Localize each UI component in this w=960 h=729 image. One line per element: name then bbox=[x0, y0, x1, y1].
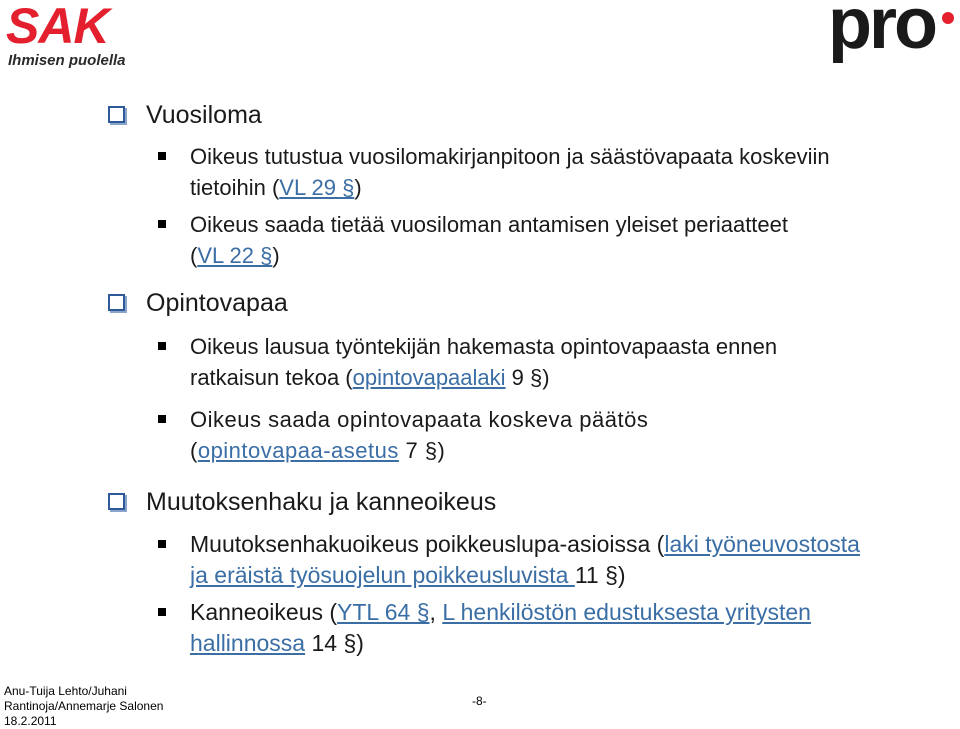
checkbox-bullet-icon bbox=[108, 106, 125, 123]
item-text: Muutoksenhakuoikeus poikkeuslupa-asioissa ( bbox=[190, 531, 665, 557]
law-link-tyoneuvosto-cont[interactable]: ja eräistä työsuojelun poikkeusluvista bbox=[190, 562, 575, 588]
item-text-line: Oikeus saada opintovapaata koskeva päätös bbox=[190, 407, 649, 432]
item-text: ratkaisun tekoa ( bbox=[190, 365, 353, 390]
pro-logo-dot bbox=[942, 12, 954, 24]
square-bullet-icon bbox=[158, 152, 166, 160]
law-link-tyoneuvosto[interactable]: laki työneuvostosta bbox=[664, 531, 860, 557]
sak-logo-tagline: Ihmisen puolella bbox=[8, 52, 126, 69]
item-text: ( bbox=[190, 243, 198, 268]
checkbox-bullet-icon bbox=[108, 493, 125, 510]
item-text: ) bbox=[272, 243, 280, 268]
law-link-ytl64[interactable]: YTL 64 § bbox=[337, 599, 430, 625]
square-bullet-icon bbox=[158, 342, 166, 350]
section-title: Vuosiloma bbox=[146, 101, 262, 129]
footer-authors bbox=[4, 684, 163, 729]
item-text: 9 §) bbox=[505, 365, 550, 390]
footer-date: 18.2.2011 bbox=[4, 714, 57, 728]
item-text: ) bbox=[354, 175, 362, 200]
law-link-henkiloston-edustus-cont[interactable]: hallinnossa bbox=[190, 630, 306, 656]
square-bullet-icon bbox=[158, 540, 166, 548]
law-link-vl29[interactable]: VL 29 § bbox=[279, 175, 355, 200]
pro-logo-wordmark: pro bbox=[828, 0, 935, 64]
item-text: tietoihin ( bbox=[190, 175, 280, 200]
square-bullet-icon bbox=[158, 608, 166, 616]
sak-logo-wordmark: SAK bbox=[6, 0, 109, 54]
footer-line: Anu-Tuija Lehto/Juhani bbox=[4, 684, 127, 698]
square-bullet-icon bbox=[158, 415, 166, 423]
item-text: Kanneoikeus ( bbox=[190, 599, 338, 625]
item-text-line: Oikeus saada tietää vuosiloman antamisen yleiset periaatteet bbox=[190, 212, 789, 237]
item-text: 11 §) bbox=[574, 562, 626, 588]
item-text: , bbox=[429, 599, 443, 625]
footer-line: Rantinoja/Annemarje Salonen bbox=[4, 699, 164, 713]
section-title: Muutoksenhaku ja kanneoikeus bbox=[146, 488, 497, 516]
law-link-opintovapaalaki[interactable]: opintovapaalaki bbox=[352, 365, 506, 390]
checkbox-bullet-icon bbox=[108, 294, 125, 311]
section-title: Opintovapaa bbox=[146, 289, 288, 317]
pro-logo bbox=[826, 2, 960, 72]
item-text: 14 §) bbox=[305, 630, 364, 656]
page-number: -8- bbox=[472, 694, 487, 708]
item-text-line: Oikeus lausua työntekijän hakemasta opintovapaasta ennen bbox=[190, 334, 778, 359]
law-link-henkiloston-edustus[interactable]: L henkilöstön edustuksesta yritysten bbox=[442, 599, 811, 625]
sak-logo bbox=[6, 0, 156, 74]
law-link-vl22[interactable]: VL 22 § bbox=[197, 243, 273, 268]
item-text: ( bbox=[190, 438, 198, 463]
square-bullet-icon bbox=[158, 220, 166, 228]
item-text-line: Oikeus tutustua vuosilomakirjanpitoon ja säästövapaata koskeviin bbox=[190, 144, 830, 169]
law-link-opintovapaa-asetus[interactable]: opintovapaa-asetus bbox=[197, 438, 399, 463]
item-text: 7 §) bbox=[398, 438, 446, 463]
